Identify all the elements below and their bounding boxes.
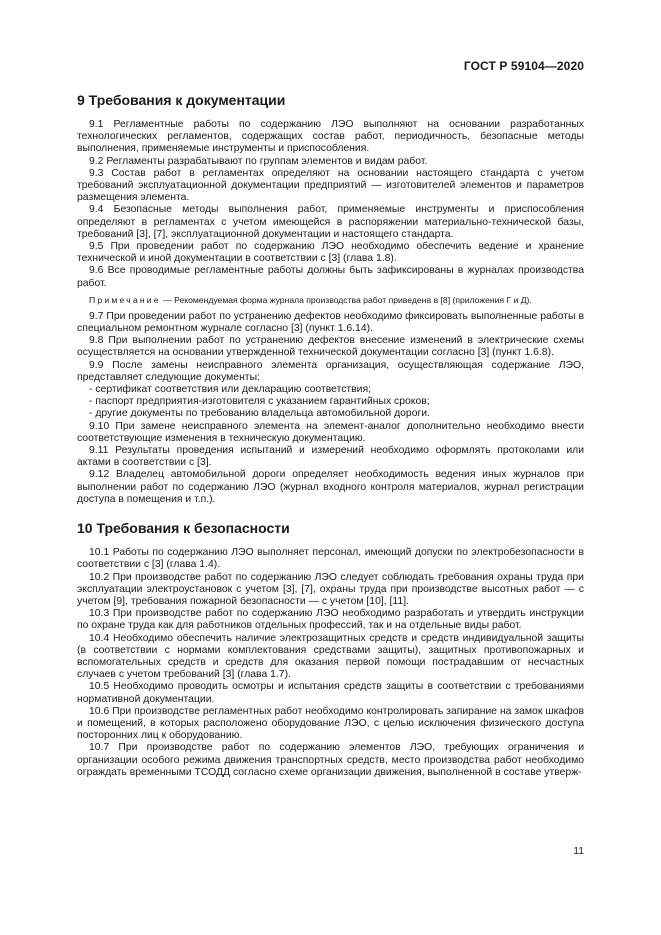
paragraph-10-7: 10.7 При производстве работ по содержанию элементов ЛЭО, требующих ограничения и организации особого режима движения транспортных средств, место производства работ необходимо ограждать временными ТСОДД согласно схеме организации движения, выполненной в составе утверж- bbox=[77, 742, 584, 778]
section-9-title: 9 Требования к документации bbox=[77, 92, 286, 108]
paragraph-9-1: 9.1 Регламентные работы по содержанию ЛЭО выполняют на основании разработанных технологических регламентов, содержащих состав работ, периодичность, безопасные методы выполнения, применяемые инструменты и приспособления. bbox=[77, 119, 584, 155]
paragraph-9-9: 9.9 После замены неисправного элемента организация, осуществляющая содержание ЛЭО, представляет следующие документы: bbox=[77, 359, 584, 383]
paragraph-9-10: 9.10 При замене неисправного элемента на элемент-аналог дополнительно необходимо внести соответствующие изменения в техническую документацию. bbox=[77, 420, 584, 444]
paragraph-10-1: 10.1 Работы по содержанию ЛЭО выполняет персонал, имеющий допуски по электробезопасности в соответствии с [3] (глава 1.4). bbox=[77, 547, 584, 571]
paragraph-9-7: 9.7 При проведении работ по устранению дефектов необходимо фиксировать выполненные работы в специальном ремонтном журнале согласно [3] (пункт 1.6.14). bbox=[77, 310, 584, 335]
note bbox=[77, 295, 584, 306]
paragraph-9-12: 9.12 Владелец автомобильной дороги определяет необходимость ведения иных журналов при выполнении работ по содержанию ЛЭО (журнал входного контроля материалов, журнал регистрации доступа в помещения и т.п.). bbox=[77, 469, 584, 505]
standard-number: ГОСТ Р 59104—2020 bbox=[463, 59, 584, 73]
paragraph-9-8: 9.8 При выполнении работ по устранению дефектов внесение изменений в электрические схемы осуществляется на основании утвержденной технической документации согласно [3] (пункт 1.6.8). bbox=[77, 335, 584, 359]
documents-list bbox=[77, 384, 584, 421]
page-number: 11 bbox=[573, 846, 584, 857]
section-10 bbox=[77, 519, 584, 779]
paragraph-10-2: 10.2 При производстве работ по содержанию ЛЭО следует соблюдать требования охраны труда при эксплуатации электроустановок с учетом [3], [7], охраны труда при производстве высотных работ — с учетом [9], требования пожарной безопасности — с учетом [10], [11]. bbox=[77, 571, 584, 607]
paragraph-9-4: 9.4 Безопасные методы выполнения работ, применяемые инструменты и приспособления определяют в регламентах с учетом имеющейся в распоряжении материально-технической базы, требований [3], [7], эксплуатационной документации и настоящего стандарта. bbox=[77, 204, 584, 240]
list-item: - сертификат соответствия или декларацию соответствия; bbox=[89, 384, 371, 396]
section-10-title: 10 Требования к безопасности bbox=[77, 520, 290, 537]
list-item: - паспорт предприятия-изготовителя с указанием гарантийных сроков; bbox=[89, 396, 430, 408]
note-label: Примечание bbox=[89, 294, 161, 305]
paragraph-10-3: 10.3 При производстве работ по содержанию ЛЭО необходимо разработать и утвердить инструкции по охране труда как для работников отдельных профессий, так и на отдельные виды работ. bbox=[77, 608, 584, 632]
paragraph-10-5: 10.5 Необходимо проводить осмотры и испытания средств защиты в соответствии с требованиями нормативной документации. bbox=[77, 681, 584, 705]
note-text: — Рекомендуемая форма журнала производства работ приведена в [8] (приложения Г и Д). bbox=[160, 294, 532, 305]
paragraph-9-5: 9.5 При проведении работ по содержанию ЛЭО необходимо обеспечить ведение и хранение технической и иной документации в соответствии с [3] (глава 1.8). bbox=[77, 241, 584, 265]
paragraph-10-4: 10.4 Необходимо обеспечить наличие электрозащитных средств и средств индивидуальной защиты (в соответствии с нормами комплектования средствами защиты), защитных противопожарных и вспомогательных средств и средств для оказания первой помощи пострадавшим от несчастных случаев с учетом требований [3] (глава 1.7). bbox=[77, 632, 584, 681]
page-content bbox=[77, 91, 584, 779]
paragraph-10-6: 10.6 При производстве регламентных работ необходимо контролировать запирание на замок шкафов и помещений, в которых расположено оборудование ЛЭО, с целью исключения физического доступа посторонних лиц к оборудованию. bbox=[77, 705, 584, 742]
paragraph-9-2: 9.2 Регламенты разрабатывают по группам элементов и видам работ. bbox=[89, 155, 428, 167]
paragraph-9-11: 9.11 Результаты проведения испытаний и измерений необходимо оформлять протоколами или актами в соответствии с [3]. bbox=[77, 445, 584, 469]
paragraph-9-6: 9.6 Все проводимые регламентные работы должны быть зафиксированы в журналах производства работ. bbox=[77, 265, 584, 289]
paragraph-9-3: 9.3 Состав работ в регламентах определяют на основании настоящего стандарта с учетом требований эксплуатационной документации предприятий — изготовителей элементов и параметров размещения элемента. bbox=[77, 167, 584, 204]
section-9 bbox=[77, 91, 584, 506]
list-item: - другие документы по требованию владельца автомобильной дороги. bbox=[89, 408, 430, 420]
